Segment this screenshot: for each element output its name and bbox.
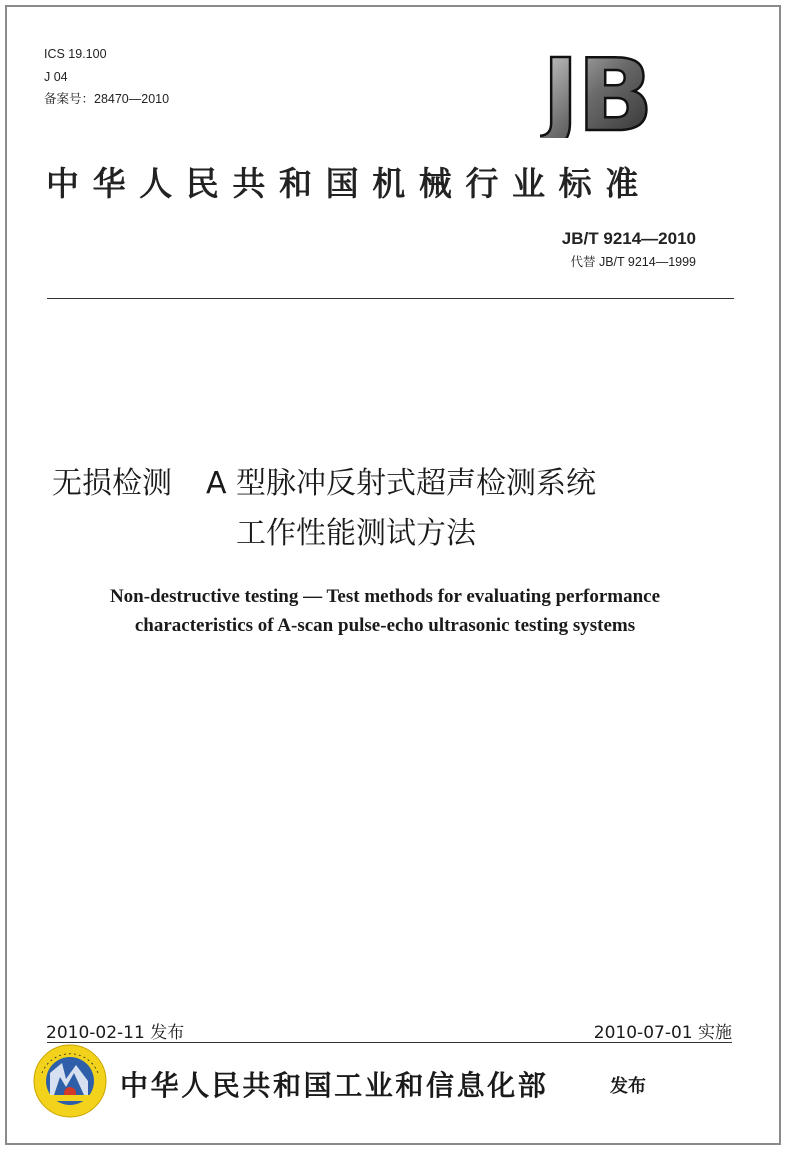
- replaces-standard: 代替 JB/T 9214—1999: [570, 255, 696, 269]
- filing-number: 备案号：28470—2010: [44, 92, 170, 106]
- publisher-emblem-icon: [32, 1043, 108, 1123]
- header-divider: [47, 298, 734, 299]
- implementation-date: 2010-07-01 实施: [593, 1023, 732, 1043]
- footer-divider: [47, 1042, 732, 1043]
- english-title-line-2: characteristics of A-scan pulse-echo ultrasonic testing systems: [134, 615, 636, 636]
- standard-category-title: 中华人民共和国机械行业标准: [46, 164, 652, 203]
- publisher-name: 中华人民共和国工业和信息化部: [120, 1069, 549, 1102]
- class-code: J 04: [44, 70, 68, 84]
- chinese-title-line-1: [52, 458, 596, 502]
- issue-date: 2010-02-11 发布: [46, 1023, 185, 1043]
- ics-code: ICS 19.100: [44, 47, 107, 61]
- jb-logo: [540, 48, 688, 142]
- chinese-title-part-2: A 型脉冲反射式超声检测系统: [206, 466, 597, 501]
- chinese-title-line-2: 工作性能测试方法: [236, 516, 476, 551]
- english-title-line-1: Non-destructive testing — Test methods for evaluating performance: [109, 586, 661, 607]
- svg-text:JB: JB: [542, 48, 652, 138]
- chinese-title-part-1: 无损检测: [52, 466, 172, 501]
- standard-number: JB/T 9214—2010: [561, 229, 696, 248]
- publisher-suffix: 发布: [610, 1076, 646, 1097]
